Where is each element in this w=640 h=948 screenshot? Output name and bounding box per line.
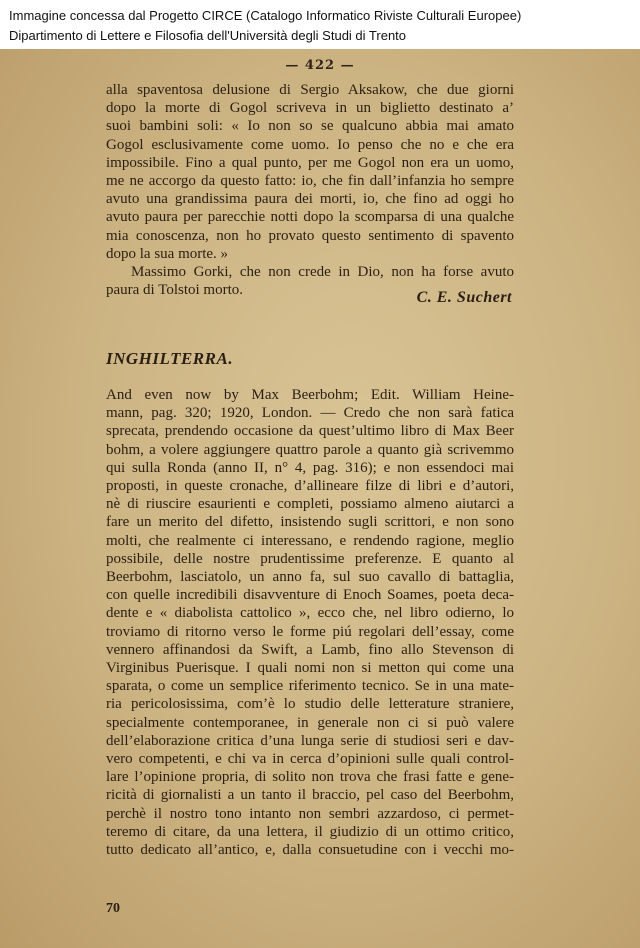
text-line: molti, che realmente ci interessano, e rendendo ragione, meglio	[106, 532, 514, 549]
text-line: dopo la morte di Gogol scriveva in un biglietto destinato a’	[106, 100, 514, 117]
text-line: dopo la sua morte. »	[106, 245, 229, 262]
text-line: troviamo di ritorno verso le forme piú regolari dell’essay, come	[106, 623, 514, 640]
banner-line-2: Dipartimento di Lettere e Filosofia dell'Università degli Studi di Trento	[9, 28, 407, 43]
text-line: fare un merito del difetto, insistendo sugli scrittori, e non sono	[106, 514, 514, 531]
text-line: perchè il nostro tono intanto non sembri azzardoso, ci permet-	[106, 805, 514, 822]
text-line: proposti, in queste cronache, d’allineare filze di libri e d’autori,	[106, 478, 514, 494]
text-line: tutto dedicato all’antico, e, dalla consuetudine con i vecchi mo-	[106, 842, 514, 858]
text-line: me ne accorgo da questo fatto: io, che fin dall’infanzia ho sempre	[106, 173, 514, 189]
text-line: vero competenti, e chi va in cerca d’opinioni sulle quali control-	[106, 751, 514, 767]
page-number: — 422 —	[285, 58, 355, 73]
text-line: impossibile. Fino a qual punto, per me Gogol non era un uomo,	[106, 154, 514, 171]
text-line: sparata, o come un semplice riferimento tecnico. Se in una mate-	[106, 678, 514, 695]
text-line: qui sulla Ronda (anno II, n° 4, pag. 316); e non essendoci mai	[106, 459, 514, 476]
author-signature: C. E. Suchert	[416, 289, 512, 306]
text-line: lare l’opinione propria, di solito non trova che frasi fatte e gene-	[106, 769, 514, 786]
text-line: possibile, delle nostre prudentissime preferenze. E quanto al	[106, 550, 514, 567]
section-heading: INGHILTERRA.	[106, 349, 234, 368]
text-line: avuto paura per parecchie notti dopo la scomparsa di una qualche	[106, 209, 514, 226]
text-line: Massimo Gorki, che non crede in Dio, non ha forse avuto	[131, 264, 514, 280]
text-line: specialmente contemporanee, in generale non ci si può valere	[106, 714, 514, 731]
text-line: Gogol esclusivamente come uomo. Io penso che no e che era	[106, 136, 514, 153]
text-line: vennero affinandosi da Swift, a Lamb, fino allo Stevenson di	[106, 641, 514, 658]
text-line: ricità di giornalisti a un tanto il braccio, pel caso del Beerbohm,	[106, 787, 514, 804]
text-line: Beerbohm, lasciatolo, un anno fa, sul suo cavallo di battaglia,	[106, 569, 514, 585]
text-line: suoi bambini soli: « Io non so se qualcuno abbia mai amato	[106, 118, 514, 135]
text-line: alla spaventosa delusione di Sergio Aksakow, che due giorni	[106, 82, 514, 98]
folio-number: 70	[106, 901, 120, 916]
text-line: bohm, a volere aggiungere quattro parole a quanto già scrivemmo	[106, 441, 514, 458]
text-line: mia conoscenza, non ho provato questo sentimento di spavento	[106, 227, 514, 244]
text-line: teremo di citare, da una lettera, il giudizio di un ottimo critico,	[106, 823, 514, 840]
text-line: And even now by Max Beerbohm; Edit. William Heine-	[106, 387, 514, 403]
text-line: avuto una grandissima paura dei morti, io, che fino ad oggi ho	[106, 191, 514, 208]
text-line: mann, pag. 320; 1920, London. — Credo che non sarà fatica	[106, 405, 514, 422]
scanned-page	[0, 49, 640, 948]
banner-line-1: Immagine concessa dal Progetto CIRCE (Catalogo Informatico Riviste Culturali Europee)	[9, 8, 522, 23]
text-line: sprecata, prendendo occasione da quest’ultimo libro di Max Beer	[106, 423, 514, 440]
text-line: dell’elaborazione critica d’una lunga serie di studiosi seri e dav-	[106, 732, 514, 749]
text-line: Virginibus Puerisque. I quali nomi non si metton qui come una	[106, 660, 514, 676]
text-line: paura di Tolstoi morto.	[106, 282, 243, 299]
text-line: nè di riuscire esaurienti e completi, possiamo almeno aiutarci a	[106, 496, 514, 513]
text-line: dente e « diabolista cattolico », ecco che, nel libro odierno, lo	[106, 605, 514, 622]
archive-banner	[0, 0, 640, 49]
text-line: con quelle incredibili disavventure di Enoch Soames, poeta deca-	[106, 587, 514, 604]
text-line: ria pericolosissima, com’è lo studio delle letterature straniere,	[106, 696, 514, 713]
